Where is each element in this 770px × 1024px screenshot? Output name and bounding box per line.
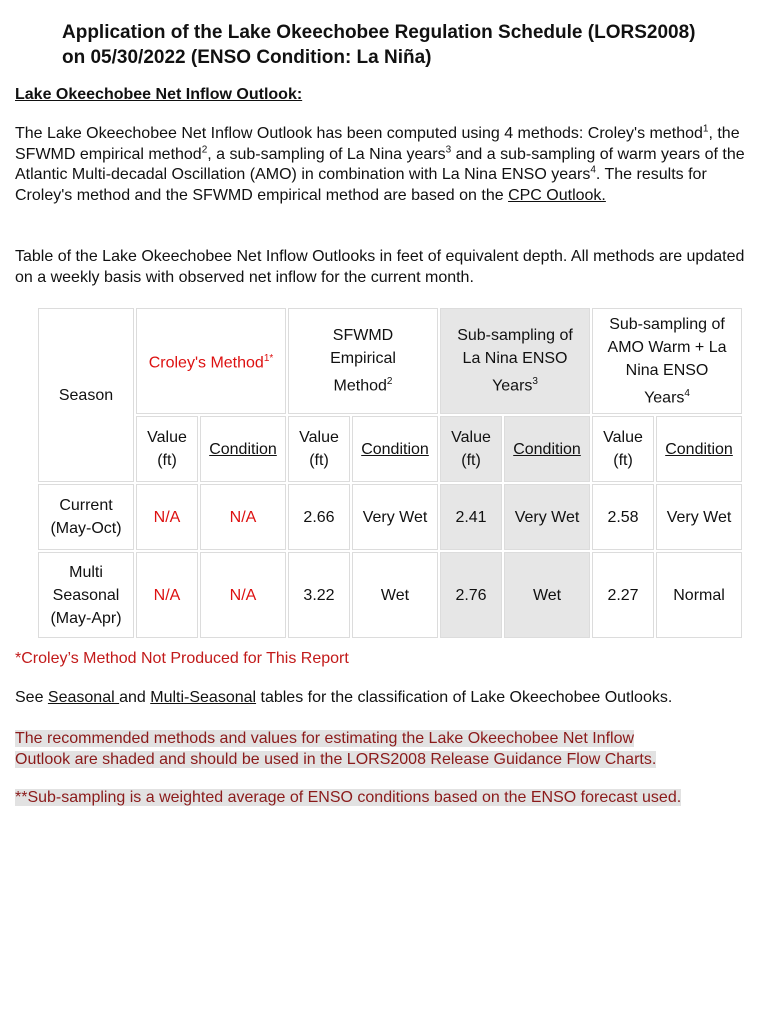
table-row [38, 552, 742, 638]
subsampling-note: **Sub-sampling is a weighted average of ENSO conditions based on the ENSO forecast used. [15, 789, 682, 806]
croley-note: *Croley’s Method Not Produced for This Report [15, 650, 349, 667]
footnote-1: 1 [702, 123, 709, 135]
croley-value: N/A [136, 484, 198, 550]
methods-paragraph: The Lake Okeechobee Net Inflow Outlook has been computed using 4 methods: Croley's method$^1$, the SFWMD empirical method$^2$, a sub-sampling of La Nina years$^3$ and a sub-sampling of warm years of the Atlantic Multi-decadal Oscillation (AMO) in combination with La Nina ENSO years$^4$. The results for Croley's method and the SFWMD empirical method are based on the CPC Outlook. [15, 123, 745, 204]
table-description: Table of the Lake Okeechobee Net Inflow Outlooks in feet of equivalent depth. All methods are updated on a weekly basis with observed net inflow for the current month. [15, 248, 745, 286]
seasonal-link[interactable]: Seasonal [47, 689, 120, 706]
title-line-1: Application of the Lake Okeechobee Regulation Schedule (LORS2008) [62, 22, 696, 43]
value-header: Value (ft) [288, 416, 350, 482]
cpc-outlook-link[interactable]: CPC Outlook. [508, 186, 606, 204]
value-header: Value (ft) [136, 416, 198, 482]
section-heading: Lake Okeechobee Net Inflow Outlook: [15, 86, 303, 103]
document-title [62, 20, 762, 70]
condition-header: Condition [352, 416, 438, 482]
croley-condition: N/A [200, 552, 286, 638]
condition-header: Condition [200, 416, 286, 482]
table-row [38, 484, 742, 550]
condition-header: Condition [656, 416, 742, 482]
sfwmd-condition: Very Wet [352, 484, 438, 550]
season-cell: Current (May-Oct) [38, 484, 134, 550]
season-header: Season [38, 308, 134, 482]
croley-condition: N/A [200, 484, 286, 550]
title-line-2: on 05/30/2022 (ENSO Condition: La Niña) [62, 47, 432, 68]
multi-seasonal-link[interactable]: Multi-Seasonal [150, 689, 257, 706]
la-nina-method-header: Sub-sampling of La Nina ENSO Years$^3$ [440, 308, 590, 414]
footnote-3: 3 [445, 144, 452, 156]
net-inflow-outlook-table [36, 306, 744, 640]
amo-value: 2.27 [592, 552, 654, 638]
footnote-4: 4 [590, 164, 596, 176]
la-nina-value: 2.41 [440, 484, 502, 550]
sfwmd-method-header: SFWMD Empirical Method$^2$ [288, 308, 438, 414]
amo-condition: Normal [656, 552, 742, 638]
condition-header: Condition [504, 416, 590, 482]
footnote-2: 2 [201, 144, 208, 156]
croley-method-header: Croley's Method$^{1*}$ [136, 308, 286, 414]
classification-note: See Seasonal and Multi-Seasonal tables for the classification of Lake Okeechobee Outlooks. [15, 689, 673, 706]
value-header: Value (ft) [592, 416, 654, 482]
recommended-methods-note: The recommended methods and values for estimating the Lake Okeechobee Net Inflow Outlook are shaded and should be used in the LORS2008 Release Guidance Flow Charts. [15, 730, 657, 768]
la-nina-value: 2.76 [440, 552, 502, 638]
value-header: Value (ft) [440, 416, 502, 482]
sfwmd-condition: Wet [352, 552, 438, 638]
sfwmd-value: 3.22 [288, 552, 350, 638]
amo-value: 2.58 [592, 484, 654, 550]
season-cell: Multi Seasonal (May-Apr) [38, 552, 134, 638]
la-nina-condition: Very Wet [504, 484, 590, 550]
croley-value: N/A [136, 552, 198, 638]
la-nina-condition: Wet [504, 552, 590, 638]
amo-condition: Very Wet [656, 484, 742, 550]
sfwmd-value: 2.66 [288, 484, 350, 550]
amo-method-header: Sub-sampling of AMO Warm + La Nina ENSO Years$^4$ [592, 308, 742, 414]
